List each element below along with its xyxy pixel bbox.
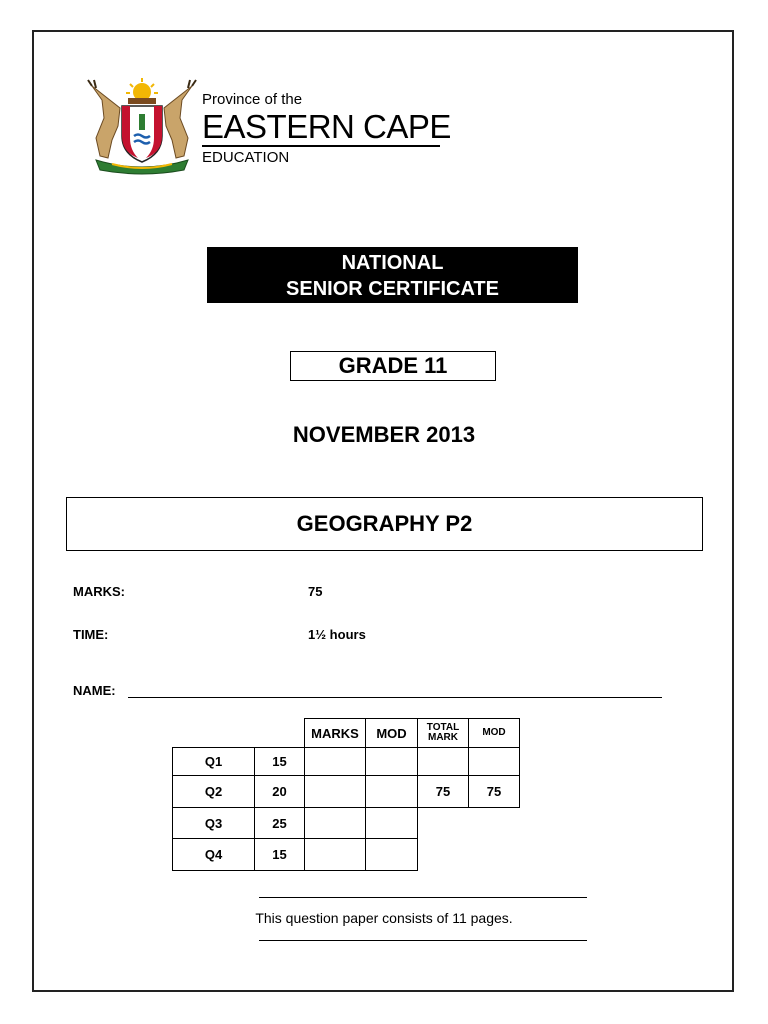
header-mod-2: MOD xyxy=(468,718,520,748)
row-q1-max: 15 xyxy=(254,747,305,776)
footer-rule-bottom xyxy=(259,940,587,941)
name-field-line[interactable] xyxy=(128,697,662,698)
row-q4-label: Q4 xyxy=(172,838,255,871)
subject-title: GEOGRAPHY P2 xyxy=(66,497,703,551)
row-q2-max: 20 xyxy=(254,775,305,808)
row-q3-label: Q3 xyxy=(172,807,255,839)
row-q1-marks[interactable] xyxy=(304,747,366,776)
row-q1-label: Q1 xyxy=(172,747,255,776)
logo-province-text: Province of the xyxy=(202,91,303,108)
row-q3-mod[interactable] xyxy=(365,807,418,839)
row-q3-marks[interactable] xyxy=(304,807,366,839)
total-mark-top xyxy=(417,747,469,776)
marks-value: 75 xyxy=(308,584,323,599)
row-q4-mod[interactable] xyxy=(365,838,418,871)
row-q3-max: 25 xyxy=(254,807,305,839)
row-q1-mod[interactable] xyxy=(365,747,418,776)
header-total-mark-line-1: TOTAL xyxy=(426,722,460,733)
logo-education-text: EDUCATION xyxy=(202,149,290,166)
header-mod: MOD xyxy=(365,718,418,748)
row-q4-marks[interactable] xyxy=(304,838,366,871)
header-total-mark xyxy=(417,718,469,748)
grade-box: GRADE 11 xyxy=(290,351,496,381)
row-q2-mod[interactable] xyxy=(365,775,418,808)
total-mod-top xyxy=(468,747,520,776)
time-label: TIME: xyxy=(73,627,109,642)
time-value: 1½ hours xyxy=(308,627,366,642)
certificate-line-1: NATIONAL xyxy=(341,252,444,274)
coat-of-arms-icon xyxy=(82,78,202,178)
certificate-line-2: SENIOR CERTIFICATE xyxy=(286,278,499,300)
header-total-mark-line-2: MARK xyxy=(428,732,458,743)
page-count-note: This question paper consists of 11 pages. xyxy=(255,910,513,926)
name-label: NAME: xyxy=(73,683,116,698)
logo-divider xyxy=(202,145,440,147)
logo-eastern-cape-text: EASTERN CAPE xyxy=(202,108,451,145)
exam-date: NOVEMBER 2013 xyxy=(292,422,476,447)
footer-rule-top xyxy=(259,897,587,898)
total-mod-value: 75 xyxy=(468,775,520,808)
eastern-cape-logo xyxy=(82,78,452,178)
marks-label: MARKS: xyxy=(73,584,125,599)
certificate-banner xyxy=(207,247,578,303)
row-q4-max: 15 xyxy=(254,838,305,871)
row-q2-marks[interactable] xyxy=(304,775,366,808)
total-mark-value: 75 xyxy=(417,775,469,808)
row-q2-label: Q2 xyxy=(172,775,255,808)
header-marks: MARKS xyxy=(304,718,366,748)
